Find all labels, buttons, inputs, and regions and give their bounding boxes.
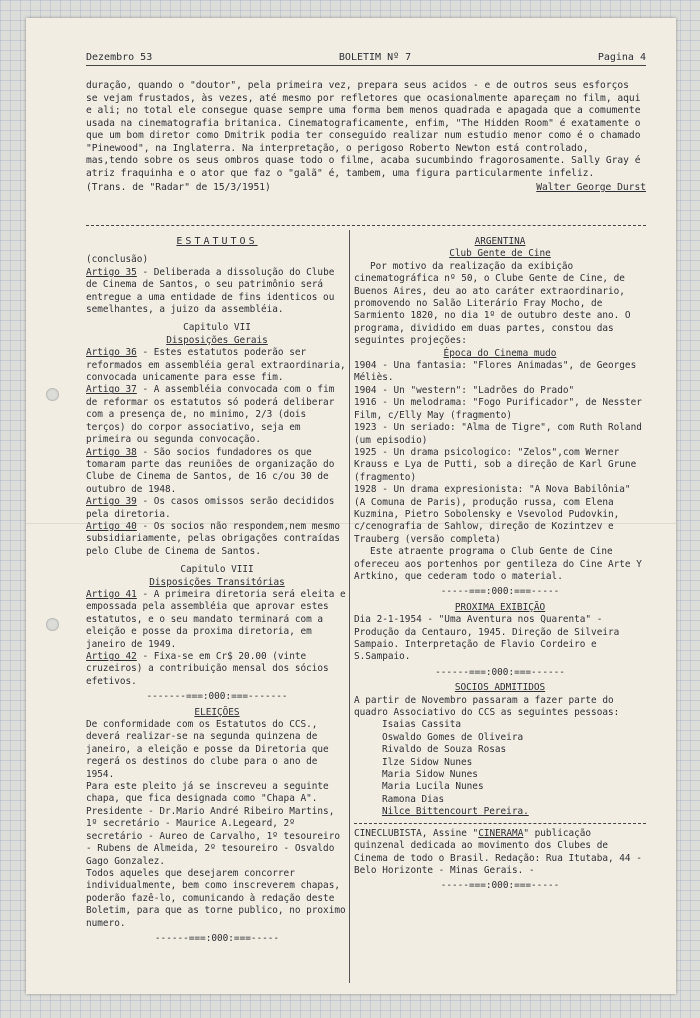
header-page: Pagina 4 [597, 52, 646, 63]
film-entry: 1923 - Un seriado: "Alma de Tigre", com Ruth Roland (um episodio) [354, 422, 642, 446]
separator: -----===:000:===----- [440, 880, 560, 892]
member-name: Rivaldo de Souza Rosas [382, 744, 507, 756]
member-name: Nilce Bittencourt Pereira. [382, 806, 529, 818]
chapter-8-title: Capitulo VIII [180, 564, 254, 576]
film-entry: 1928 - Un drama expresionista: "A Nova Babilônia" (A Comuna de Paris), produção russa, com Elena Kuzmina, Pietro Sobolensky e Vsevolod Pudovkin, c/cenografia de Sahlow, direção de Kozintzev e Trauberg (versão completa) [354, 484, 631, 545]
punch-hole [46, 618, 59, 631]
member-name: Maria Lucila Nunes [382, 781, 484, 793]
intro-source: (Trans. de "Radar" de 15/3/1951) [86, 182, 271, 193]
eleicoes-paragraph-1: De conformidade com os Estatutos do CCS., deverá realizar-se na segunda quinzena de janeiro, a eleição e posse da Diretoria que regerá os destinos do clube para o ano de 1954. [86, 719, 329, 780]
cineclubista-paragraph: CINECLUBISTA, Assine "CINERAMA" publicação quinzenal dedicada ao movimento dos Clubes de Cinema de todo o Brasil. Redação: Rua Itutaba, 44 - Belo Horizonte - Minas Gerais. - [354, 827, 642, 876]
article-35: Artigo 35 - Deliberada a dissolução do Clube de Cinema de Santos, o seu patrimônio será entregue a uma entidade de fins identicos ou semelhantes, a juizo da assembléia. [86, 266, 335, 316]
column-divider [349, 230, 350, 983]
member-name: Isaias Cassita [382, 719, 462, 731]
chapter-7-subtitle: Disposições Gerais [166, 334, 268, 346]
left-column [86, 232, 348, 948]
header-date: Dezembro 53 [86, 52, 153, 63]
chapter-7-title: Capitulo VII [183, 322, 251, 334]
section-divider [354, 823, 646, 824]
separator: -------===:000:===------- [146, 691, 288, 703]
member-name: Oswaldo Gomes de Oliveira [382, 731, 524, 743]
article-40: Artigo 40 - Os socios não respondem,nem mesmo subsidiariamente, pelas obrigações contraídas pelo Clube de Cinema de Santos. [86, 520, 341, 557]
film-entry: 1925 - Un drama psicologico: "Zelos",com Werner Krauss e Lya de Putti, sob a direção de Karl Grune (fragmento) [354, 446, 637, 483]
article-38: Artigo 38 - São socios fundadores os que tomaram parte das reuniões de organização do Clube de Cinema de Santos, de 16 c/ou 30 de outubro de 1948. [86, 446, 335, 495]
epoca-title: Época do Cinema mudo [443, 347, 557, 359]
eleicoes-paragraph-2: Para este pleito já se inscreveu a seguinte chapa, que fica designada como "Chapa A". Presidente - Dr.Mario André Ribeiro Martins, 1º secretário - Maurice A.Legeard, 2º secretário - Aureo de Carvalho, 1º tesoureiro - Rubens de Almeida, 2º tesoureiro - Osvaldo Gago Gonzalez. [86, 781, 340, 867]
separator: -----===:000:===----- [440, 586, 560, 598]
section-divider [86, 225, 646, 226]
eleicoes-paragraph-3: Todos aqueles que desejarem concorrer individualmente, bem como inscreverem chapas, poderão fazê-lo, comunicando à redação deste Boletim, para que as torne publico, no proximo numero. [86, 867, 346, 929]
closing-paragraph: Este atraente programa o Club Gente de Cine ofereceu aos portenhos por gentileza do Cine Arte Y Artkino, que cederam todo o material. [354, 546, 642, 582]
article-36: Artigo 36 - Estes estatutos poderão ser reformados em assembléia geral extraordinaria, convocada unicamente para esse fim. [86, 347, 346, 384]
members-list [382, 719, 646, 818]
film-entry: 1904 - Un "western": "Ladrões do Prado" [354, 384, 575, 396]
member-name: Ilze Sidow Nunes [382, 756, 473, 768]
separator: ------===:000:===------ [435, 666, 565, 678]
club-paragraph: Por motivo da realização da exibição cinematográfica nº 50, o Clube Gente de Cine, de Buenos Aires, deu ao ato caráter extraordinario, promovendo no Salão Literário Fray Mocho, de Sarmiento 1820, no dia 1º de outubro deste ano. O programa, dividido em duas partes, constou das seguintes projeções: [354, 260, 631, 347]
document-page [26, 18, 676, 994]
article-39: Artigo 39 - Os casos omissos serão decididos pela diretoria. [86, 496, 335, 520]
article-37: Artigo 37 - A assembléia convocada com o fim de reformar os estatutos só poderá deliberar com a presença de, no minimo, 2/3 (dois terços) do corpor associativo, seja em primeira ou segunda convocação. [86, 384, 335, 446]
right-column [354, 232, 646, 896]
article-41: Artigo 41 - A primeira diretoria será eleita e empossada pela assembléia que aprovar estes estatutos, e o seu mandato terminará com a eleição e posse da proxima diretoria, em janeiro de 1949. [86, 588, 346, 650]
article-42: Artigo 42 - Fixa-se em Cr$ 20.00 (vinte cruzeiros) a contribuição mensal dos sócios efetivos. [86, 651, 329, 687]
estatutos-title: ESTATUTOS [176, 236, 258, 247]
separator: ------===:000:===----- [154, 932, 280, 944]
member-name: Maria Sidow Nunes [382, 769, 478, 781]
proxima-title: PROXIMA EXIBIÇÃO [454, 601, 546, 613]
film-entry: 1904 - Una fantasia: "Flores Animadas", de Georges Méliès. [354, 360, 637, 384]
header-title: BOLETIM Nº 7 [338, 52, 412, 63]
socios-title: SOCIOS ADMITIDOS [454, 682, 546, 694]
chapter-8-subtitle: Disposições Transitórias [149, 576, 285, 588]
film-entry: 1916 - Un melodrama: "Fogo Purificador", de Nesster Film, c/Elly May (fragmento) [354, 397, 642, 421]
argentina-title: ARGENTINA [474, 236, 526, 247]
proxima-paragraph: Dia 2-1-1954 - "Uma Aventura nos Quarenta" - Produção da Centauro, 1945. Direção de Silveira Sampaio. Interpretação de Flavio Cordeiro e S.Sampaio. [354, 614, 620, 663]
intro-text: duração, quando o "doutor", pela primeira vez, prepara seus acidos - e de outros seus esforços se vejam frustados, às vezes, até mesmo por refletores que ocasionalmente apareçam no film, aqui e ali; no total ele consegue quase sempre uma forma bem menos quadrada e apagada que a comumente usada na cinematografia britanica. Cinematograficamente, enfim, "The Hidden Room" é exatamente o que um bom diretor como Dmitrik podia ter conseguido realizar num estudio menor como é o chamado "Pinewood", na Inglaterra. Na interpretação, o perigoso Roberto Newton está controlado, mas,tendo sobre os seus ombros quase todo o filme, acaba sucumbindo fragorosamente. Sally Gray é atriz fraquinha e o ator que faz o "galã" é, tambem, uma figura particularmente infeliz. [86, 80, 641, 179]
club-title: Club Gente de Cine [449, 248, 551, 260]
punch-hole [46, 388, 59, 401]
intro-author: Walter George Durst [536, 182, 646, 193]
eleicoes-title: ELEIÇÕES [194, 706, 240, 718]
conclusao-label: (conclusão) [86, 254, 149, 266]
socios-paragraph: A partir de Novembro passaram a fazer parte do quadro Associativo do CCS as seguintes pessoas: [354, 694, 620, 719]
intro-section [86, 80, 646, 195]
page-header [86, 52, 646, 66]
member-name: Ramona Dias [382, 793, 445, 805]
